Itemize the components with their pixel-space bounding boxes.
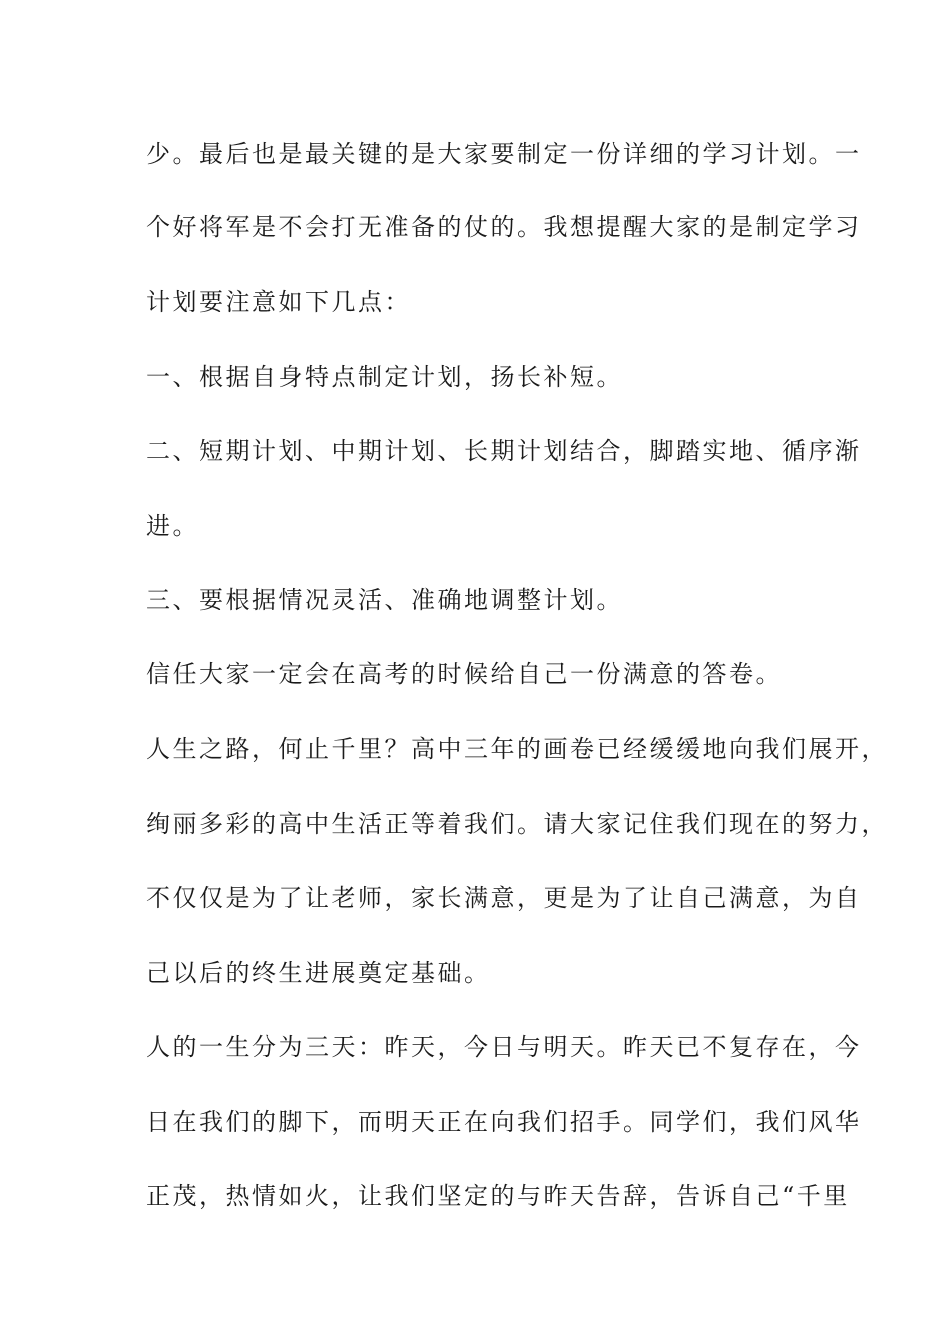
text-line: 正茂，热情如火，让我们坚定的与昨天告辞，告诉自己“千里	[146, 1182, 850, 1210]
text-line: 绚丽多彩的高中生活正等着我们。请大家记住我们现在的努力，	[146, 810, 888, 838]
text-line: 己以后的终生进展奠定基础。	[146, 959, 491, 987]
text-line: 不仅仅是为了让老师，家长满意，更是为了让自己满意，为自	[146, 884, 862, 912]
text-line: 一、根据自身特点制定计划，扬长补短。	[146, 363, 623, 391]
text-line: 二、短期计划、中期计划、长期计划结合，脚踏实地、循序渐	[146, 437, 862, 465]
text-line: 少。最后也是最关键的是大家要制定一份详细的学习计划。一	[146, 140, 862, 168]
text-line: 个好将军是不会打无准备的仗的。我想提醒大家的是制定学习	[146, 213, 862, 241]
text-line: 三、要根据情况灵活、准确地调整计划。	[146, 586, 623, 614]
text-line: 日在我们的脚下，而明天正在向我们招手。同学们，我们风华	[146, 1108, 862, 1136]
text-line: 信任大家一定会在高考的时候给自己一份满意的答卷。	[146, 660, 782, 688]
text-line: 进。	[146, 512, 199, 540]
text-line: 人生之路，何止千里？高中三年的画卷已经缓缓地向我们展开，	[146, 735, 888, 763]
text-line: 计划要注意如下几点：	[146, 288, 411, 316]
text-line: 人的一生分为三天：昨天，今日与明天。昨天已不复存在，今	[146, 1033, 862, 1061]
